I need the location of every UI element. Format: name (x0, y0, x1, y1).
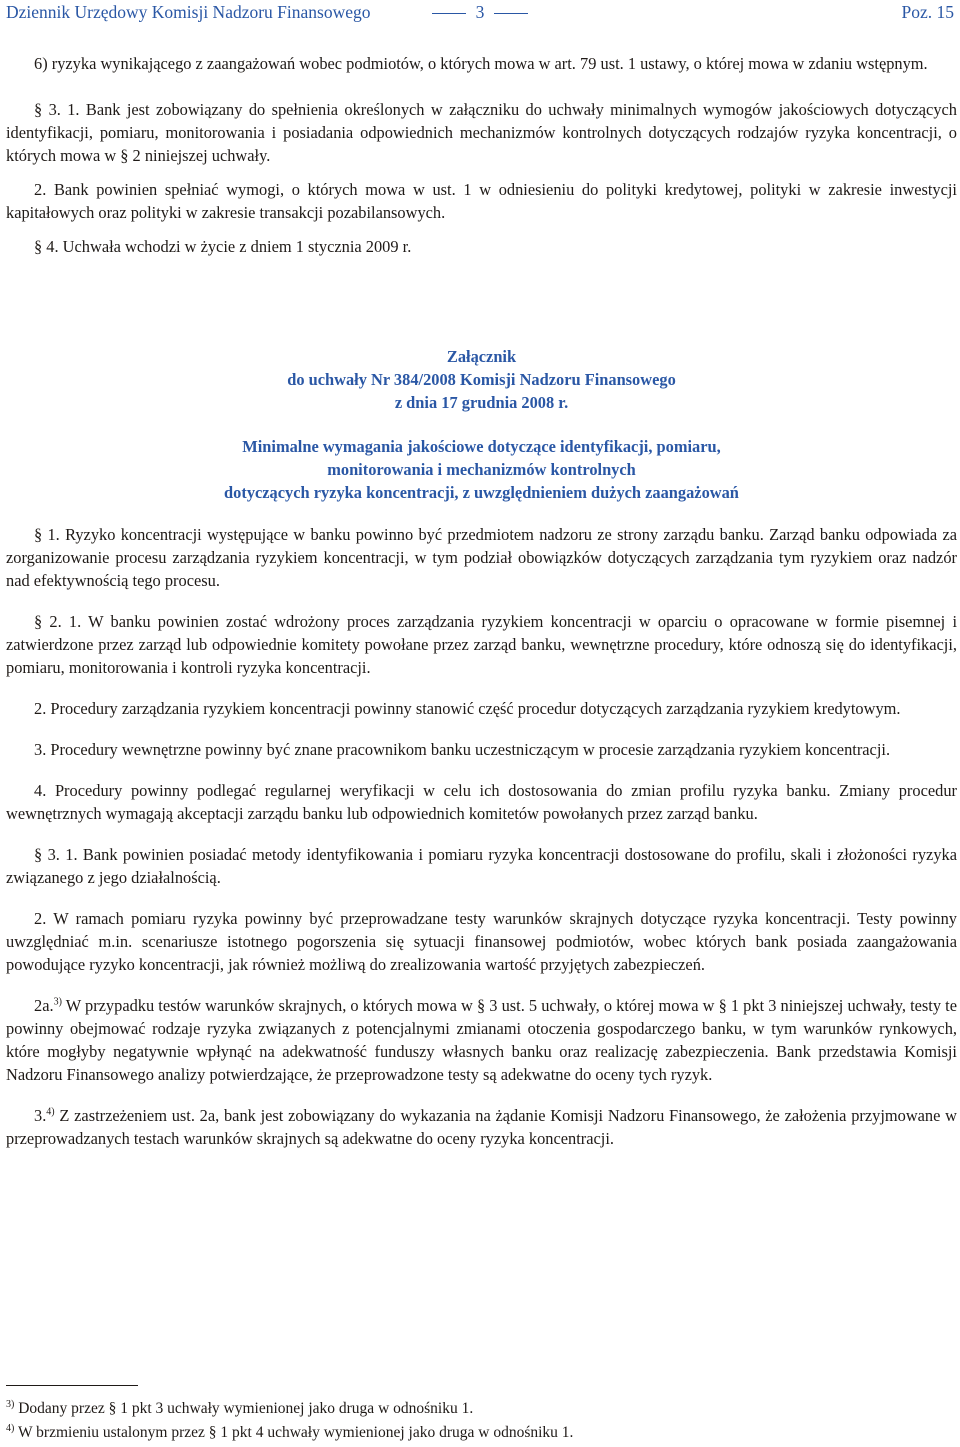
footnote-3 (6, 1397, 946, 1421)
footnote-text-4: W brzmieniu ustalonym przez § 1 pkt 4 uchwały wymienionej jako druga w odnośniku 1. (17, 1424, 574, 1441)
paragraph-section-3-1: § 3. 1. Bank jest zobowiązany do spełnienia określonych w załączniku do uchwały minimalnych wymogów jakościowych dotyczących identyfikacji, pomiaru, monitorowania i posiadania odpowiednich mechanizmów kontrolnych dotyczących rodzajów ryzyka koncentracji, o których mowa w § 2 niniejszej uchwały. (6, 100, 957, 165)
annex-resolution: do uchwały Nr 384/2008 Komisji Nadzoru Finansowego (287, 370, 676, 389)
footnotes (6, 1397, 946, 1445)
annex-section-3-3 (6, 1104, 957, 1150)
footnote-mark-3: 3) (6, 1398, 15, 1410)
paragraph-section-3-2: 2. Bank powinien spełniać wymogi, o których mowa w ust. 1 w odniesieniu do polityki kredytowej, polityki w zakresie inwestycji kapitałowych oraz polityki w zakresie transakcji pozabilansowych. (6, 180, 957, 222)
annex-heading-line-1: Minimalne wymagania jakościowe dotyczące identyfikacji, pomiaru, (242, 437, 721, 456)
item-text-3: Z zastrzeżeniem ust. 2a, bank jest zobowiązany do wykazania na żądanie Komisji Nadzoru Finansowego, że założenia przyjmowane w przeprowadzanych testach warunków skrajnych są adekwatne do oceny ryzyka koncentracji. (6, 1106, 957, 1148)
annex-heading-line-2: monitorowania i mechanizmów kontrolnych (327, 460, 636, 479)
annex-section-3-1: § 3. 1. Bank powinien posiadać metody identyfikowania i pomiaru ryzyka koncentracji dostosowane do profilu, skali i złożoności ryzyka związanego z jego działalnością. (6, 845, 957, 887)
annex-section-2-2: 2. Procedury zarządzania ryzykiem koncentracji powinny stanowić część procedur dotyczących zarządzania ryzykiem kredytowym. (34, 699, 901, 718)
paragraph-section-4: § 4. Uchwała wchodzi w życie z dniem 1 stycznia 2009 r. (34, 237, 412, 256)
page-header (0, 0, 960, 24)
annex-section-2-4: 4. Procedury powinny podlegać regularnej weryfikacji w celu ich dostosowania do zmian profilu ryzyka banku. Zmiany procedur wewnętrznych wymagają akceptacji zarządu banku lub odpowiednich komitetów powołanych przez zarząd banku. (6, 781, 957, 823)
footnote-ref-4[interactable]: 4) (46, 1106, 55, 1118)
page-number-wrapper (0, 0, 960, 24)
annex-section-2-3: 3. Procedury wewnętrzne powinny być znane pracownikom banku uczestniczącym w procesie zarządzania ryzykiem koncentracji. (34, 740, 891, 759)
journal-title: Dziennik Urzędowy Komisji Nadzoru Finansowego (6, 2, 371, 22)
annex-heading (6, 435, 957, 504)
annex-header (6, 345, 957, 414)
footnote-text-3: Dodany przez § 1 pkt 3 uchwały wymienionej jako druga w odnośniku 1. (18, 1400, 474, 1417)
position-number: Poz. 15 (901, 2, 954, 22)
annex-section-2-1: § 2. 1. W banku powinien zostać wdrożony proces zarządzania ryzykiem koncentracji w oparciu o opracowane w formie pisemnej i zatwierdzone przez zarząd lub odpowiednie komitety powołane przez zarząd banku, wewnętrzne procedury, które odnoszą się do identyfikacji, pomiaru, monitorowania i kontroli ryzyka koncentracji. (6, 612, 957, 677)
paragraph-item-6: 6) ryzyka wynikającego z zaangażowań wobec podmiotów, o których mowa w art. 79 ust. 1 ustawy, o której mowa w zdaniu wstępnym. (34, 54, 928, 73)
footnote-divider (6, 1385, 138, 1386)
page-number: 3 (475, 2, 485, 22)
annex-date: z dnia 17 grudnia 2008 r. (394, 393, 569, 412)
annex-section-1: § 1. Ryzyko koncentracji występujące w banku powinno być przedmiotem nadzoru ze strony zarządu banku. Zarząd banku odpowiada za zorganizowanie procesu zarządzania ryzykiem koncentracji, w tym podział obowiązków dotyczących zarządzania tym ryzykiem oraz nadzór nad efektywnością tego procesu. (6, 525, 957, 590)
annex-section-3-2a (6, 994, 957, 1086)
footnote-mark-4: 4) (6, 1422, 15, 1434)
document-body (6, 52, 957, 1150)
footnote-ref-3[interactable]: 3) (53, 996, 62, 1008)
item-label-3: 3. (34, 1106, 47, 1125)
item-label-2a: 2a. (34, 996, 54, 1015)
footnote-4 (6, 1421, 946, 1445)
annex-section-3-2: 2. W ramach pomiaru ryzyka powinny być przeprowadzane testy warunków skrajnych dotyczące ryzyka koncentracji. Testy powinny uwzględniać m.in. scenariusze istotnego pogorszenia się sytuacji finansowej podmiotów, wobec których bank posiada zaangażowania powodujące ryzyko koncentracji, jak również możliwą do zrealizowania wartość przyjętych zabezpieczeń. (6, 909, 957, 974)
annex-title: Załącznik (446, 347, 517, 366)
annex-heading-line-3: dotyczących ryzyka koncentracji, z uwzględnieniem dużych zaangażowań (224, 483, 739, 502)
dash-left (432, 13, 466, 14)
dash-right (494, 13, 528, 14)
item-text-2a: W przypadku testów warunków skrajnych, o których mowa w § 3 ust. 5 uchwały, o której mowa w § 1 pkt 3 niniejszej uchwały, testy te powinny obejmować rodzaje ryzyka związanych z potencjalnymi zmianami otoczenia gospodarczego banku, w tym warunków rynkowych, które mogłyby negatywnie wpłynąć na adekwatność funduszy własnych banku oraz realizację zabezpieczenia. Bank przedstawia Komisji Nadzoru Finansowego analizy potwierdzające, że przeprowadzone testy są adekwatne do oceny tych ryzyk. (6, 996, 957, 1084)
